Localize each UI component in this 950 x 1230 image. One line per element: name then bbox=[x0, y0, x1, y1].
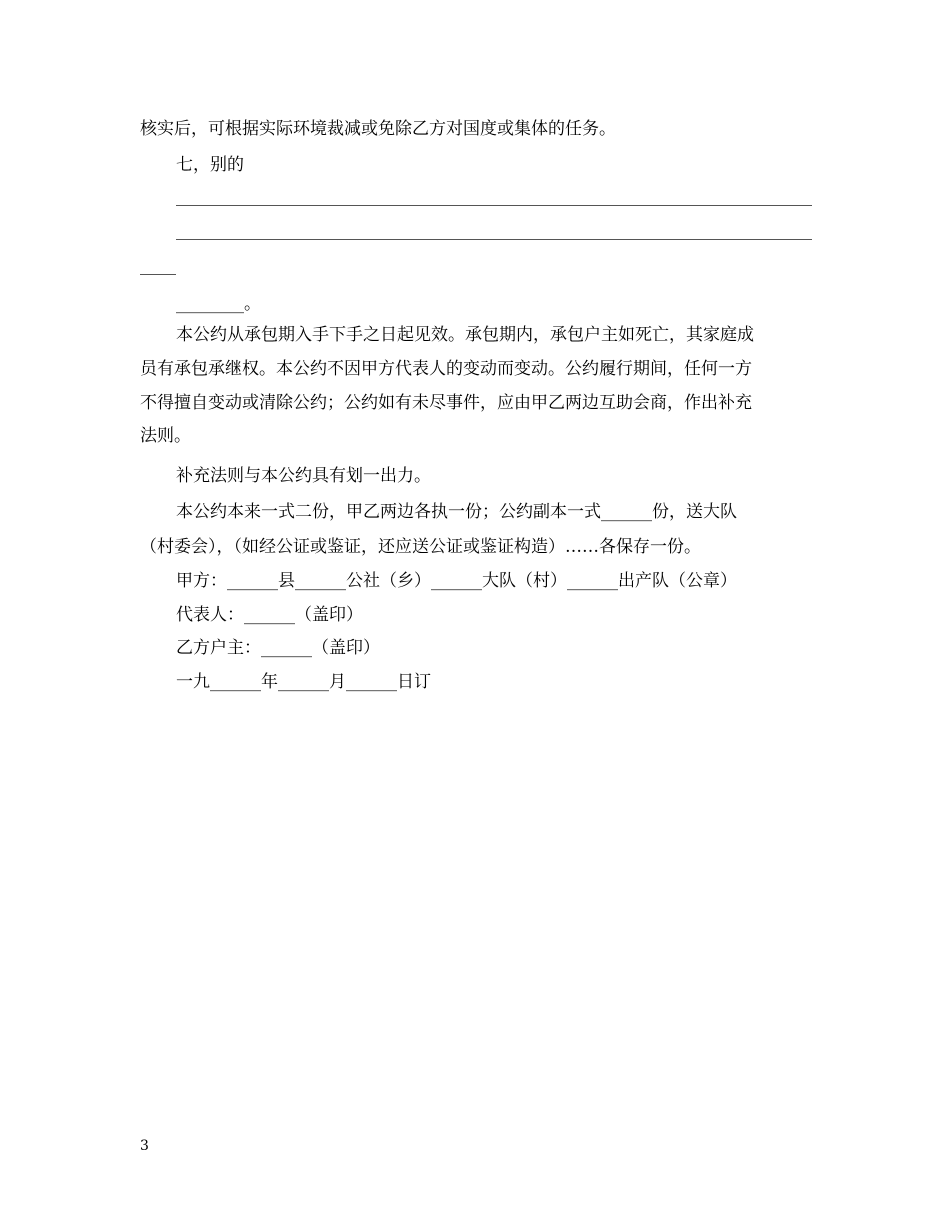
page-number: 3 bbox=[140, 1138, 149, 1154]
paragraph-line: 补充法则与本公约具有划一出力。 bbox=[176, 466, 431, 486]
paragraph-line: 本公约从承包期入手下手之日起见效。承包期内，承包户主如死亡，其家庭成 bbox=[176, 325, 754, 345]
signature-date: 一九______年______月______日订 bbox=[176, 672, 431, 692]
signature-party-b: 乙方户主：______（盖印） bbox=[176, 638, 380, 658]
paragraph-line: （村委会），（如经公证或鉴证，还应送公证或鉴证构造）……各保存一份。 bbox=[140, 537, 701, 557]
paragraph-line: 法则。 bbox=[140, 426, 191, 446]
fill-in-rule bbox=[176, 239, 812, 240]
paragraph-line: 不得擅自变动或清除公约；公约如有未尽事件，应由甲乙两边互助会商，作出补充 bbox=[140, 393, 752, 413]
paragraph-line: 员有承包承继权。本公约不因甲方代表人的变动而变动。公约履行期间，任何一方 bbox=[140, 359, 752, 379]
fill-in-blank-line: ________。 bbox=[176, 294, 261, 314]
fill-in-rule bbox=[176, 205, 812, 206]
section-heading: 七，别的 bbox=[176, 155, 244, 175]
paragraph-line: 核实后，可根据实际环境裁减或免除乙方对国度或集体的任务。 bbox=[140, 119, 616, 139]
signature-representative: 代表人：______（盖印） bbox=[176, 605, 363, 625]
fill-in-rule-continuation bbox=[140, 274, 176, 275]
paragraph-line: 本公约本来一式二份，甲乙两边各执一份；公约副本一式______份，送大队 bbox=[176, 502, 737, 522]
signature-party-a: 甲方：______县______公社（乡）______大队（村）______出产队（公章） bbox=[176, 571, 737, 591]
